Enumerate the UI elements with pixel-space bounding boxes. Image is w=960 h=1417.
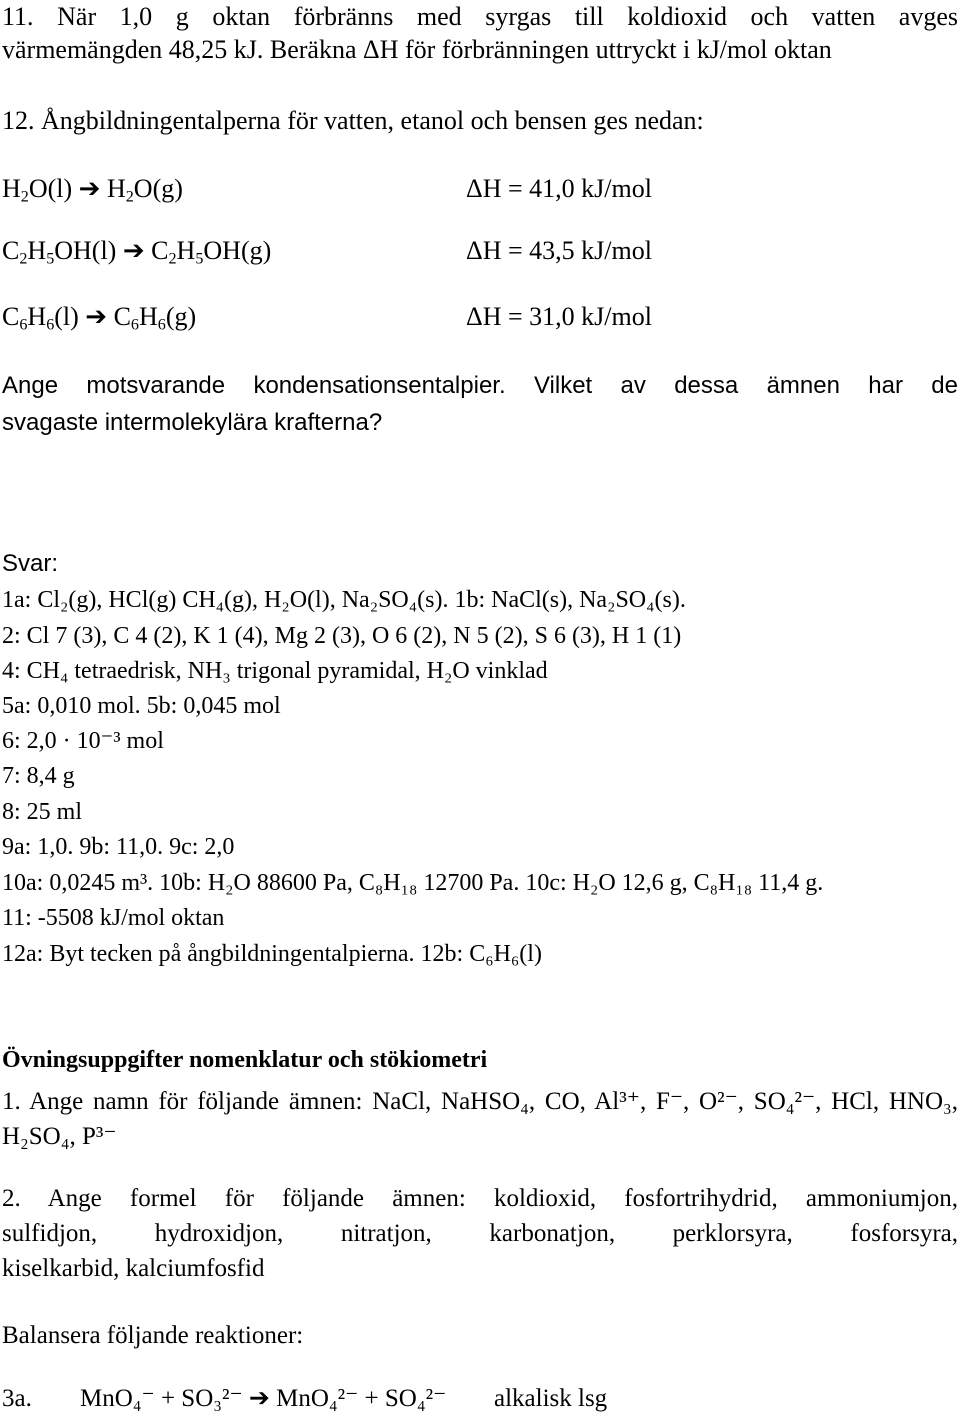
svar-2: 2: Cl 7 (3), C 4 (2), K 1 (4), Mg 2 (3), O 6 (2), N 5 (2), S 6 (3), H 1 (1) bbox=[2, 623, 682, 649]
q12-eq1-dh: ΔH = 41,0 kJ/mol bbox=[466, 174, 652, 203]
svar-4: 4: CH₄ tetraedrisk, NH₃ trigonal pyramidal, H₂O vinklad bbox=[2, 658, 548, 684]
svar-6: 6: 2,0 · 10⁻³ mol bbox=[2, 728, 164, 754]
svar-7: 7: 8,4 g bbox=[2, 763, 75, 789]
q12-eq3-dh: ΔH = 31,0 kJ/mol bbox=[466, 302, 652, 331]
q11-line1: 11. När 1,0 g oktan förbränns med syrgas till koldioxid och vatten avges bbox=[2, 2, 958, 31]
q12-eq2: $C_2H_5OH(l)$ ➔ $C_2H_5OH(g)$ bbox=[2, 236, 272, 268]
svar-8: 8: 25 ml bbox=[2, 799, 83, 825]
svar-1: 1a: Cl₂(g), HCl(g) CH₄(g), H₂O(l), Na₂SO₄(s). 1b: NaCl(s), Na₂SO₄(s). bbox=[2, 587, 686, 613]
svar-12: 12a: Byt tecken på ångbildningentalpierna. 12b: C₆H₆(l) bbox=[2, 941, 542, 967]
svar-10: 10a: 0,0245 m³. 10b: H₂O 88600 Pa, C₈H₁₈ 12700 Pa. 10c: H₂O 12,6 g, C₈H₁₈ 11,4 g. bbox=[2, 870, 824, 896]
ovning-q1: 1. Ange namn för följande ämnen: NaCl, NaHSO₄, CO, Al³⁺, F⁻, O²⁻, SO₄²⁻, HCl, HNO₃, H₂SO₄, P³⁻ bbox=[2, 1088, 958, 1150]
ovning-q2-line3: kiselkarbid, kalciumfosfid bbox=[2, 1255, 265, 1282]
ovning-q2-line1: 2. Ange formel för följande ämnen: koldioxid, fosfortrihydrid, ammoniumjon, bbox=[2, 1185, 958, 1212]
svar-11: 11: -5508 kJ/mol oktan bbox=[2, 905, 225, 931]
q12-question-line2: svagaste intermolekylära krafterna? bbox=[2, 409, 383, 436]
ovning-q2-line2: sulfidjon, hydroxidjon, nitratjon, karbonatjon, perklorsyra, fosforsyra, bbox=[2, 1220, 958, 1247]
ovning-heading: Övningsuppgifter nomenklatur och stökiometri bbox=[2, 1047, 488, 1073]
balansera-heading: Balansera följande reaktioner: bbox=[2, 1322, 304, 1349]
svar-5: 5a: 0,010 mol. 5b: 0,045 mol bbox=[2, 693, 281, 719]
q12-eq2-dh: ΔH = 43,5 kJ/mol bbox=[466, 236, 652, 265]
q3a-condition: alkalisk lsg bbox=[494, 1385, 608, 1412]
q11-line2: värmemängden 48,25 kJ. Beräkna ΔH för förbränningen uttryckt i kJ/mol oktan bbox=[2, 35, 832, 64]
q12-intro: 12. Ångbildningentalperna för vatten, etanol och bensen ges nedan: bbox=[2, 106, 704, 135]
q12-eq1: $H_2O(l)$ ➔ $H_2O(g)$ bbox=[2, 174, 183, 206]
svar-heading: Svar: bbox=[2, 550, 59, 577]
svar-9: 9a: 1,0. 9b: 11,0. 9c: 2,0 bbox=[2, 834, 235, 860]
q12-eq3: $C_6H_6(l)$ ➔ $C_6H_6(g)$ bbox=[2, 302, 197, 334]
q12-question-line1: Ange motsvarande kondensationsentalpier. Vilket av dessa ämnen har de bbox=[2, 372, 958, 399]
q3a-label: 3a. bbox=[2, 1385, 32, 1412]
q3a-equation: MnO₄⁻ + SO₃²⁻ ➔ MnO₄²⁻ + SO₄²⁻ bbox=[80, 1385, 447, 1412]
